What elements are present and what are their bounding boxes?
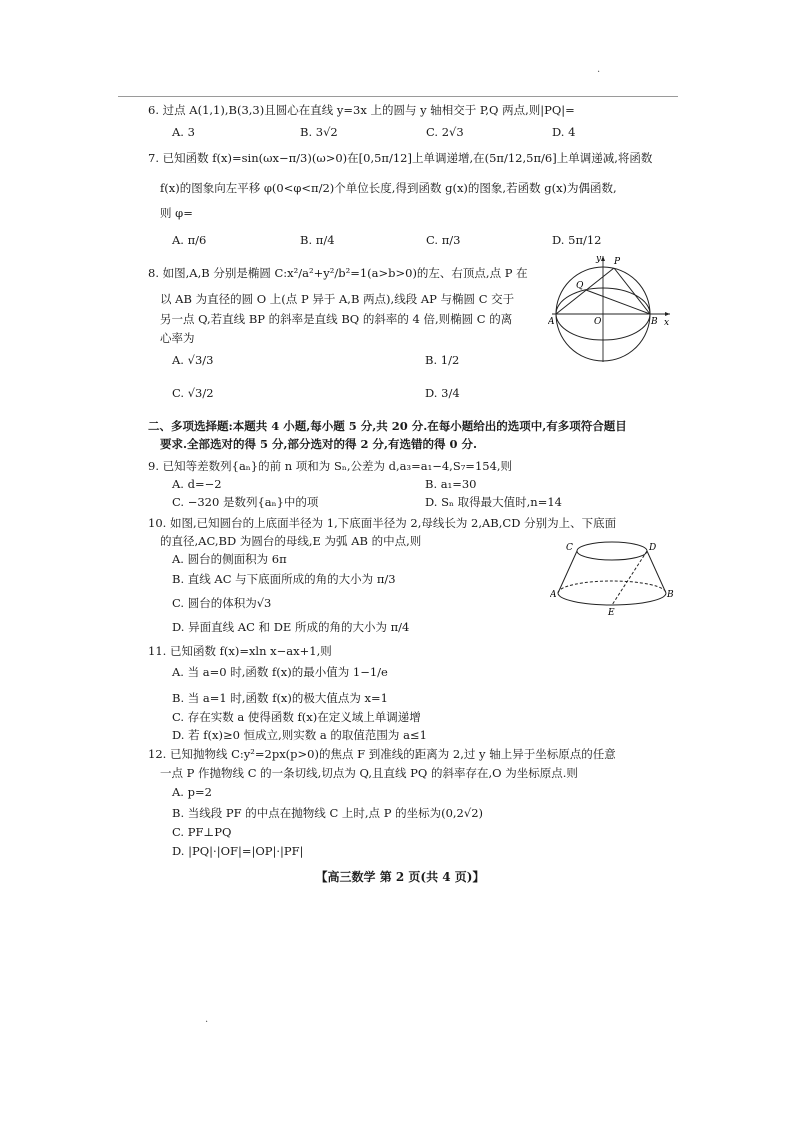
q7-option-c: C. π/3 <box>426 233 461 247</box>
top-base <box>577 542 647 560</box>
q9-option-d: D. Sₙ 取得最大值时,n=14 <box>425 495 562 509</box>
q10-option-c: C. 圆台的体积为√3 <box>172 596 272 610</box>
q7-line-3: 则 φ= <box>160 206 193 220</box>
q6-option-b: B. 3√2 <box>300 125 338 139</box>
q9-option-c: C. −320 是数列{aₙ}中的项 <box>172 495 319 509</box>
q10-option-b: B. 直线 AC 与下底面所成的角的大小为 π/3 <box>172 572 396 586</box>
q11-option-a: A. 当 a=0 时,函数 f(x)的最小值为 1−1/e <box>172 665 388 679</box>
section-2-heading-line-2: 要求.全部选对的得 5 分,部分选对的得 2 分,有选错的得 0 分. <box>160 437 478 451</box>
q7-option-a: A. π/6 <box>172 233 207 247</box>
q12-line-2: 一点 P 作抛物线 C 的一条切线,切点为 Q,且直线 PQ 的斜率存在,O 为坐标原点.则 <box>160 766 578 780</box>
q7-line-1: 7. 已知函数 f(x)=sin(ωx−π/3)(ω>0)在[0,5π/12]上单调递增,在(5π/12,5π/6]上单调递减,将函数 <box>148 151 653 165</box>
frustum-figure <box>550 534 674 618</box>
q11-stem: 11. 已知函数 f(x)=xln x−ax+1,则 <box>148 644 332 658</box>
q10-option-d: D. 异面直线 AC 和 DE 所成的角的大小为 π/4 <box>172 620 410 634</box>
y-axis-arrow <box>601 256 605 261</box>
label-o: O <box>594 317 602 327</box>
q9-option-a: A. d=−2 <box>172 477 222 491</box>
q6-option-c: C. 2√3 <box>426 125 464 139</box>
q8-line-2: 以 AB 为直径的圆 O 上(点 P 异于 A,B 两点),线段 AP 与椭圆 C 交于 <box>160 292 515 306</box>
q11-option-c: C. 存在实数 a 使得函数 f(x)在定义域上单调递增 <box>172 710 421 724</box>
q8-option-a: A. √3/3 <box>172 353 214 367</box>
q10-line-2: 的直径,AC,BD 为圆台的母线,E 为弧 AB 的中点,则 <box>160 534 422 548</box>
q10-option-a: A. 圆台的侧面积为 6π <box>172 552 287 566</box>
q12-option-a: A. p=2 <box>172 785 212 799</box>
q8-option-d: D. 3/4 <box>425 386 460 400</box>
label-b: B <box>651 317 658 327</box>
scan-dot: . <box>597 64 601 75</box>
label-d: D <box>649 543 657 553</box>
q9-option-b: B. a₁=30 <box>425 477 477 491</box>
q12-option-b: B. 当线段 PF 的中点在抛物线 C 上时,点 P 的坐标为(0,2√2) <box>172 806 484 820</box>
bottom-base-back <box>558 581 666 593</box>
ellipse-circle-figure <box>548 250 674 368</box>
q12-option-c: C. PF⊥PQ <box>172 825 232 839</box>
q12-option-d: D. |PQ|·|OF|=|OP|·|PF| <box>172 844 304 858</box>
top-rule <box>118 96 678 97</box>
label-a: A <box>550 590 557 600</box>
q7-option-b: B. π/4 <box>300 233 335 247</box>
q8-line-3: 另一点 Q,若直线 BP 的斜率是直线 BQ 的斜率的 4 倍,则椭圆 C 的离 <box>160 312 513 326</box>
q6-stem: 6. 过点 A(1,1),B(3,3)且圆心在直线 y=3x 上的圆与 y 轴相交于 P,Q 两点,则|PQ|= <box>148 103 575 117</box>
label-b: B <box>667 590 674 600</box>
q7-option-d: D. 5π/12 <box>552 233 602 247</box>
label-c: C <box>566 543 573 553</box>
segment-ap <box>556 268 614 314</box>
q10-line-1: 10. 如图,已知圆台的上底面半径为 1,下底面半径为 2,母线长为 2,AB,CD 分别为上、下底面 <box>148 516 617 530</box>
bottom-base-front <box>558 593 666 605</box>
scan-dot: . <box>205 1014 209 1025</box>
q6-option-d: D. 4 <box>552 125 576 139</box>
label-a: A <box>548 317 555 327</box>
section-2-heading-line-1: 二、多项选择题:本题共 4 小题,每小题 5 分,共 20 分.在每小题给出的选项中,有多项符合题目 <box>148 419 627 433</box>
label-p: P <box>614 257 621 267</box>
q8-option-c: C. √3/2 <box>172 386 214 400</box>
q11-option-d: D. 若 f(x)≥0 恒成立,则实数 a 的取值范围为 a≤1 <box>172 728 427 742</box>
q12-line-1: 12. 已知抛物线 C:y²=2px(p>0)的焦点 F 到准线的距离为 2,过 y 轴上异于坐标原点的任意 <box>148 747 616 761</box>
q7-line-2: f(x)的图象向左平移 φ(0<φ<π/2)个单位长度,得到函数 g(x)的图象,若函数 g(x)为偶函数, <box>160 181 617 195</box>
q8-line-4: 心率为 <box>160 331 195 345</box>
page-footer: 【高三数学 第 2 页(共 4 页)】 <box>315 870 485 884</box>
x-axis-arrow <box>665 312 670 316</box>
label-e: E <box>608 608 615 618</box>
label-y: y <box>596 254 602 264</box>
q11-option-b: B. 当 a=1 时,函数 f(x)的极大值点为 x=1 <box>172 691 388 705</box>
q6-option-a: A. 3 <box>172 125 195 139</box>
q9-stem: 9. 已知等差数列{aₙ}的前 n 项和为 Sₙ,公差为 d,a₃=a₁−4,S₇=154,则 <box>148 459 513 473</box>
q8-line-1: 8. 如图,A,B 分别是椭圆 C:x²/a²+y²/b²=1(a>b>0)的左、右顶点,点 P 在 <box>148 266 528 280</box>
label-q: Q <box>576 281 584 291</box>
label-x: x <box>664 318 670 328</box>
q8-option-b: B. 1/2 <box>425 353 460 367</box>
